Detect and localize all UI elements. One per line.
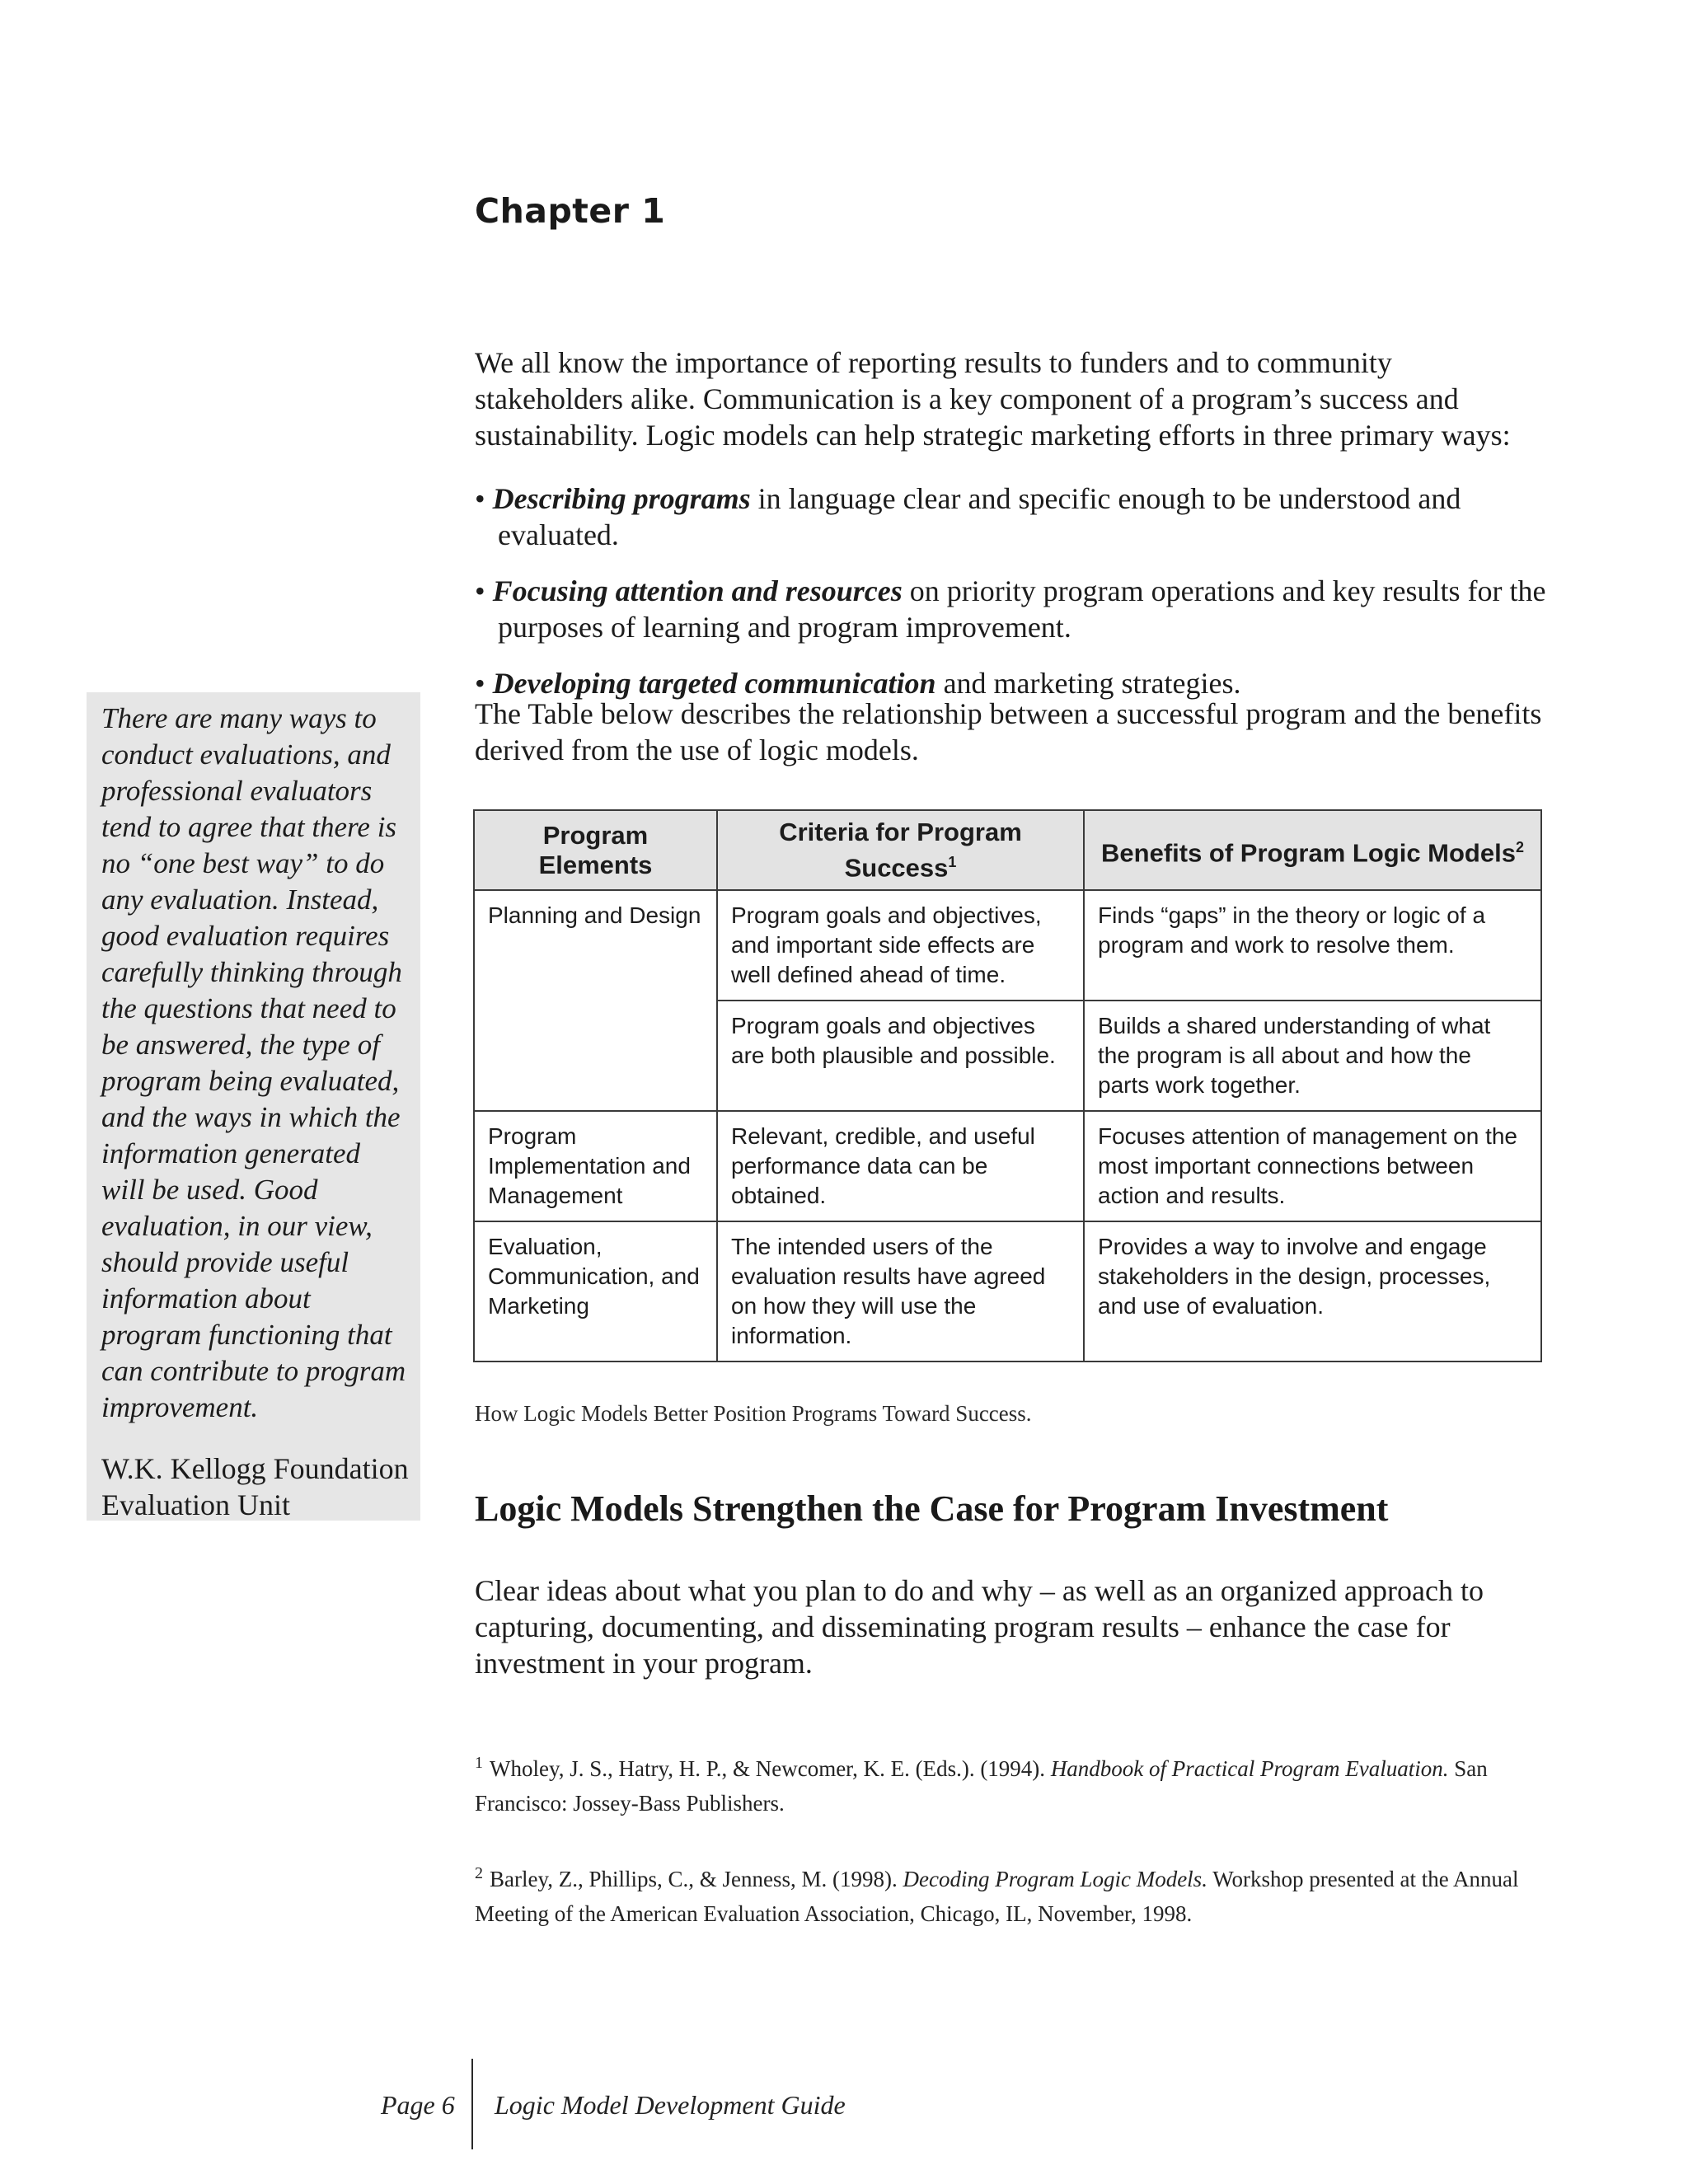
- sidebar-quote-box: [87, 692, 420, 1521]
- header-benefits: Benefits of Program Logic Models$^2$: [1084, 810, 1541, 890]
- bullet-item: • Focusing attention and resources on priority program operations and key results for the purposes of learning and program improvement.: [475, 574, 1546, 644]
- footnote-number: 1: [475, 1754, 483, 1772]
- cell-element: [474, 1001, 717, 1111]
- cell-benefit: Focuses attention of management on the most important connections between action and results.: [1084, 1111, 1541, 1221]
- page-footer: [330, 2083, 907, 2125]
- section-heading: Logic Models Strengthen the Case for Program Investment: [475, 1488, 1389, 1529]
- footnote-title: Decoding Program Logic Models.: [903, 1867, 1207, 1891]
- bullet-item: • Describing programs in language clear and specific enough to be understood and evaluated.: [475, 482, 1461, 551]
- cell-criteria: Program goals and objectives, and important side effects are well defined ahead of time.: [717, 890, 1084, 1001]
- footnote-1: $^1$ Wholey, J. S., Hatry, H. P., & Newcomer, K. E. (Eds.). (1994). Handbook of Practical Program Evaluation. San Francisco: Jossey-Bass Publishers.: [475, 1754, 1488, 1816]
- bullet-text: and marketing strategies.: [935, 667, 1241, 700]
- cell-benefit: Finds “gaps” in the theory or logic of a program and work to resolve them.: [1084, 890, 1541, 1001]
- cell-element: Program Implementation and Management: [474, 1111, 717, 1221]
- cell-criteria: Relevant, credible, and useful performance data can be obtained.: [717, 1111, 1084, 1221]
- footnote-ref: 1: [948, 854, 957, 870]
- logic-model-table: [473, 809, 1542, 1362]
- bullet-item: • Developing targeted communication and marketing strategies.: [475, 667, 1241, 700]
- table-caption: How Logic Models Better Position Programs Toward Success.: [475, 1401, 1032, 1426]
- footer-divider: [471, 2059, 473, 2149]
- bullet-text: on priority program operations and key results for the purposes of learning and program improvement.: [498, 574, 1546, 644]
- bullet-lead: Describing programs: [492, 482, 751, 515]
- header-criteria: Criteria for Program Success$^1$: [717, 810, 1084, 890]
- footnote-ref: 2: [1515, 839, 1524, 855]
- page-number: Page 6: [381, 2090, 455, 2120]
- footnote-number: 2: [475, 1864, 483, 1882]
- intro-paragraph: We all know the importance of reporting results to funders and to community stakeholders alike. Communication is a key component of a program’s success and sustainability. Logic models can help strategic marketing efforts in three primary ways:: [475, 346, 1511, 452]
- footnote-title: Handbook of Practical Program Evaluation.: [1050, 1756, 1449, 1781]
- guide-title: Logic Model Development Guide: [495, 2090, 846, 2120]
- cell-element: Planning and Design: [474, 890, 717, 1001]
- table-intro: The Table below describes the relationship between a successful program and the benefits derived from the use of logic models.: [475, 697, 1542, 766]
- bullet-text: in language clear and specific enough to be understood and evaluated.: [498, 482, 1461, 551]
- cell-benefit: Provides a way to involve and engage stakeholders in the design, processes, and use of evaluation.: [1084, 1221, 1541, 1361]
- header-program-elements: Program Elements: [474, 810, 717, 890]
- footnote-2: $^2$ Barley, Z., Phillips, C., & Jenness, M. (1998). Decoding Program Logic Models. Workshop presented at the Annual Meeting of the American Evaluation Association, Chicago, IL, November, 1998.: [475, 1864, 1519, 1926]
- cell-criteria: The intended users of the evaluation results have agreed on how they will use the information.: [717, 1221, 1084, 1361]
- sidebar-attribution: [101, 1451, 409, 1523]
- table-row: [474, 890, 1541, 1001]
- table-header-row: [474, 810, 1541, 890]
- attribution-org: W.K. Kellogg Foundation: [101, 1452, 409, 1485]
- cell-benefit: Builds a shared understanding of what the program is all about and how the parts work together.: [1084, 1001, 1541, 1111]
- chapter-label: Chapter 1: [475, 191, 666, 231]
- bullet-list: [475, 480, 1546, 721]
- table-row: [474, 1001, 1541, 1111]
- table-row: [474, 1111, 1541, 1221]
- bullet-lead: Focusing attention and resources: [492, 574, 903, 607]
- table-row: [474, 1221, 1541, 1361]
- cell-criteria: Program goals and objectives are both plausible and possible.: [717, 1001, 1084, 1111]
- sidebar-quote: There are many ways to conduct evaluations, and professional evaluators tend to agree that there is no “one best way” to do any evaluation. Instead, good evaluation requires carefully thinking through the questions that need to be answered, the type of program being evaluated, and the ways in which the information generated will be used. Good evaluation, in our view, should provide useful information about program functioning that can contribute to program improvement.: [101, 702, 406, 1423]
- bullet-lead: Developing targeted communication: [492, 667, 936, 700]
- cell-element: Evaluation, Communication, and Marketing: [474, 1221, 717, 1361]
- investment-paragraph: Clear ideas about what you plan to do and why – as well as an organized approach to capturing, documenting, and disseminating program results – enhance the case for investment in your program.: [475, 1574, 1484, 1680]
- attribution-unit: Evaluation Unit: [101, 1488, 290, 1521]
